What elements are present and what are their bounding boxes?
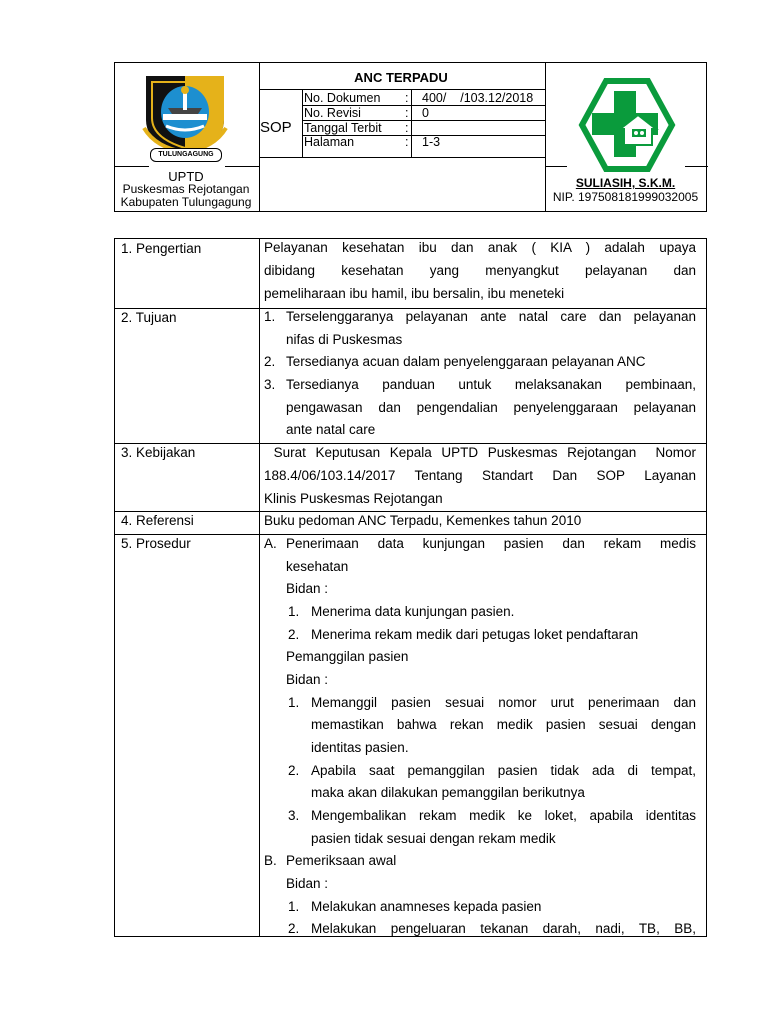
field-sep: : xyxy=(405,121,409,135)
org-line-uptd: UPTD xyxy=(168,169,204,184)
prosedur-item: Mengembalikan rekam medik ke loket, apabila identitas xyxy=(311,808,696,823)
field-sep: : xyxy=(405,106,409,120)
tujuan-line: Tersedianya acuan dalam penyelenggaraan pelayanan ANC xyxy=(286,354,646,369)
prosedur-item: Melakukan anamneses kepada pasien xyxy=(311,899,542,914)
prosedur-item: memastikan bahwa rekan medik pasien sesuai dengan xyxy=(311,717,696,732)
tujuan-number: 1. xyxy=(264,309,276,324)
org-line-puskesmas: Puskesmas Rejotangan xyxy=(122,182,250,196)
prosedur-item: Apabila saat pemanggilan pasien tidak ada di tempat, xyxy=(311,763,696,778)
tujuan-number: 3. xyxy=(264,377,276,392)
puskesmas-logo-icon xyxy=(578,77,676,173)
tujuan-line: ante natal care xyxy=(286,422,376,437)
referensi-text: Buku pedoman ANC Terpadu, Kemenkes tahun 2010 xyxy=(264,513,582,528)
prosedur-number: 2. xyxy=(288,921,300,936)
tulungagung-emblem-icon xyxy=(136,68,234,160)
label-kebijakan: 3. Kebijakan xyxy=(121,445,196,460)
pengertian-line: dibidang kesehatan yang menyangkut pelayanan dan xyxy=(264,263,696,278)
prosedur-a-line: Penerimaan data kunjungan pasien dan rekam medis xyxy=(286,536,696,551)
field-label-revisi: No. Revisi xyxy=(304,106,361,120)
prosedur-number: 3. xyxy=(288,808,300,823)
field-label-tanggal: Tanggal Terbit xyxy=(304,121,382,135)
field-label-dokumen: No. Dokumen xyxy=(304,91,381,105)
prosedur-a-line: kesehatan xyxy=(286,559,349,574)
prosedur-letter-b: B. xyxy=(264,853,277,868)
signer-name: SULIASIH, S.K.M. xyxy=(575,176,676,190)
org-line-kabupaten: Kabupaten Tulungagung xyxy=(120,195,252,209)
prosedur-number: 1. xyxy=(288,695,300,710)
field-sep: : xyxy=(405,135,409,149)
prosedur-item: Menerima rekam medik dari petugas loket pendaftaran xyxy=(311,627,639,642)
label-prosedur: 5. Prosedur xyxy=(121,536,191,551)
prosedur-item: Memanggil pasien sesuai nomor urut penerimaan dan xyxy=(311,695,696,710)
field-value-revisi: 0 xyxy=(422,106,429,120)
pengertian-line: pemeliharaan ibu hamil, ibu bersalin, ibu meneteki xyxy=(264,286,565,301)
prosedur-item: Melakukan pengeluaran tekanan darah, nadi, TB, BB, xyxy=(311,921,696,936)
prosedur-number: 1. xyxy=(288,604,300,619)
signer-nip: NIP. 197508181999032005 xyxy=(552,190,699,204)
document-title: ANC TERPADU xyxy=(354,70,448,85)
kebijakan-line: Surat Keputusan Kepala UPTD Puskesmas Rejotangan Nomor xyxy=(264,445,696,460)
prosedur-item: maka akan dilakukan pemanggilan berikutnya xyxy=(311,785,585,800)
prosedur-number: 1. xyxy=(288,899,300,914)
prosedur-number: 2. xyxy=(288,763,300,778)
prosedur-item: identitas pasien. xyxy=(311,740,409,755)
kebijakan-line: 188.4/06/103.14/2017 Tentang Standart Dan SOP Layanan xyxy=(264,468,696,483)
prosedur-bidan: Bidan : xyxy=(286,672,329,687)
prosedur-pemanggilan: Pemanggilan pasien xyxy=(286,649,409,664)
prosedur-letter-a: A. xyxy=(264,536,277,551)
field-value-dokumen: 400/ /103.12/2018 xyxy=(422,91,534,105)
sop-label: SOP xyxy=(260,119,292,136)
label-tujuan: 2. Tujuan xyxy=(121,310,177,325)
tujuan-line: pengawasan dan pengendalian penyelenggaraan pelayanan xyxy=(286,400,696,415)
label-referensi: 4. Referensi xyxy=(121,513,194,528)
prosedur-item: Menerima data kunjungan pasien. xyxy=(311,604,515,619)
label-pengertian: 1. Pengertian xyxy=(121,241,202,256)
prosedur-number: 2. xyxy=(288,627,300,642)
field-label-halaman: Halaman xyxy=(304,135,355,149)
logo-ribbon-text: TULUNGAGUNG xyxy=(150,148,222,162)
field-sep: : xyxy=(405,91,409,105)
field-value-halaman: 1-3 xyxy=(422,135,441,149)
kebijakan-line: Klinis Puskesmas Rejotangan xyxy=(264,491,443,506)
tujuan-line: nifas di Puskesmas xyxy=(286,332,403,347)
pengertian-line: Pelayanan kesehatan ibu dan anak ( KIA ) adalah upaya xyxy=(264,240,696,255)
prosedur-bidan: Bidan : xyxy=(286,876,329,891)
prosedur-bidan: Bidan : xyxy=(286,581,329,596)
tujuan-number: 2. xyxy=(264,354,276,369)
tujuan-line: Tersedianya panduan untuk melaksanakan pembinaan, xyxy=(286,377,696,392)
tujuan-line: Terselenggaranya pelayanan ante natal care dan pelayanan xyxy=(286,309,696,324)
prosedur-item: pasien tidak sesuai dengan rekam medik xyxy=(311,831,556,846)
prosedur-b-title: Pemeriksaan awal xyxy=(286,853,397,868)
